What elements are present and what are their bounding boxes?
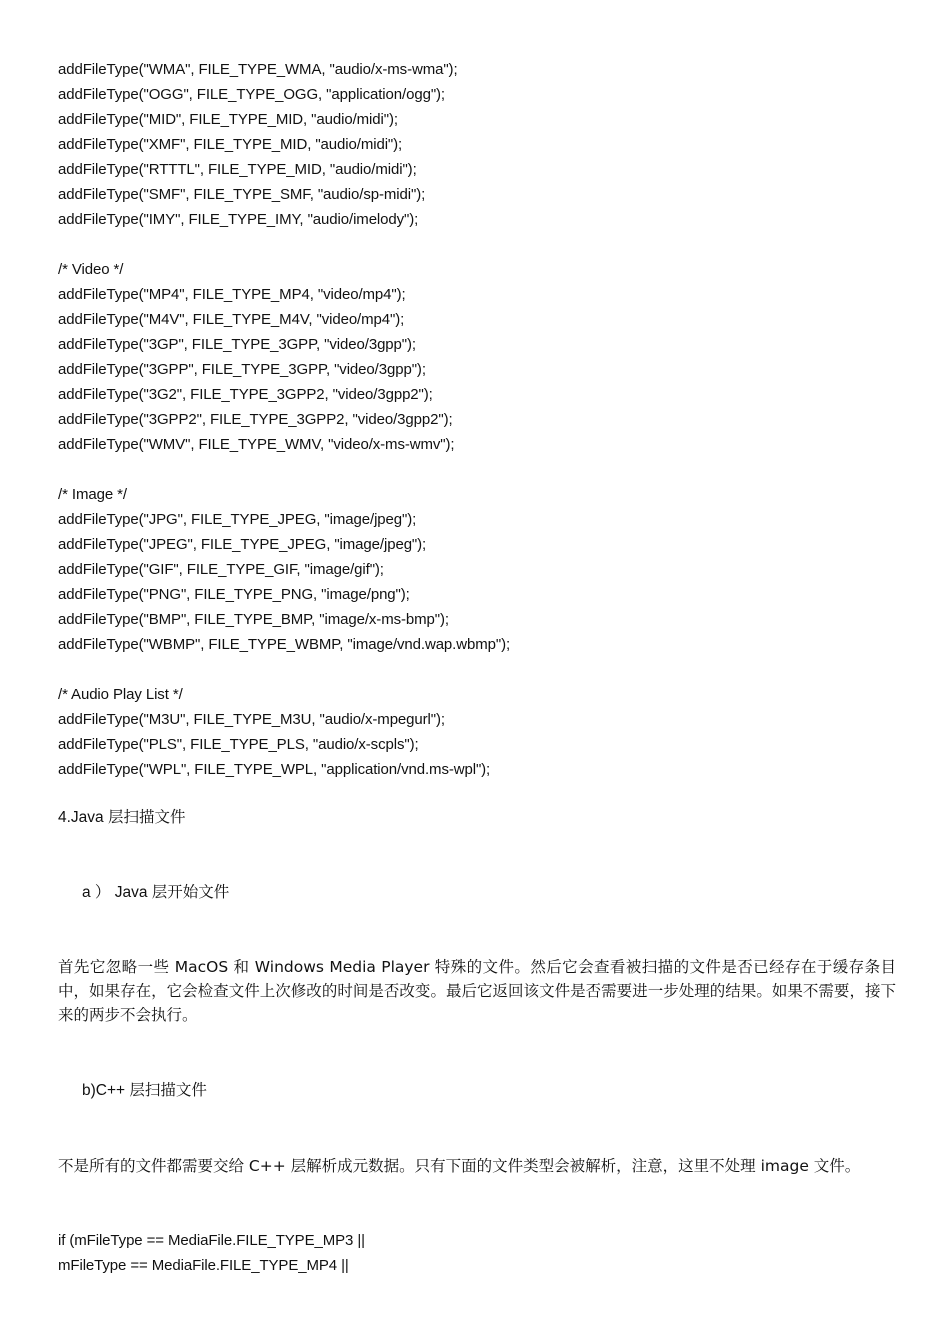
code-line-bmp: addFileType("BMP", FILE_TYPE_BMP, "image/x-ms-bmp"); <box>58 611 449 628</box>
code-line-3gpp: addFileType("3GPP", FILE_TYPE_3GPP, "video/3gpp"); <box>58 361 426 378</box>
code-line-rtttl: addFileType("RTTTL", FILE_TYPE_MID, "audio/midi"); <box>58 161 417 178</box>
subsection-heading-b: b)C++ 层扫描文件 <box>82 1082 207 1099</box>
code-line-m4v: addFileType("M4V", FILE_TYPE_M4V, "video/mp4"); <box>58 311 405 328</box>
code-line-jpg: addFileType("JPG", FILE_TYPE_JPEG, "image/jpeg"); <box>58 511 417 528</box>
code-line-smf: addFileType("SMF", FILE_TYPE_SMF, "audio/sp-midi"); <box>58 186 426 203</box>
comment-image: /* Image */ <box>58 486 127 503</box>
code-line-3gpp2: addFileType("3GPP2", FILE_TYPE_3GPP2, "video/3gpp2"); <box>58 411 453 428</box>
code-line-wbmp: addFileType("WBMP", FILE_TYPE_WBMP, "image/vnd.wap.wbmp"); <box>58 636 511 653</box>
section-heading-4: 4.Java 层扫描文件 <box>58 809 186 826</box>
code-line-m3u: addFileType("M3U", FILE_TYPE_M3U, "audio/x-mpegurl"); <box>58 711 445 728</box>
code-line-pls: addFileType("PLS", FILE_TYPE_PLS, "audio/x-scpls"); <box>58 736 419 753</box>
code-line-mid: addFileType("MID", FILE_TYPE_MID, "audio/midi"); <box>58 111 398 128</box>
code-line-png: addFileType("PNG", FILE_TYPE_PNG, "image/png"); <box>58 586 410 603</box>
comment-playlist: /* Audio Play List */ <box>58 686 183 703</box>
code-line-mp4: addFileType("MP4", FILE_TYPE_MP4, "video/mp4"); <box>58 286 406 303</box>
code-line-xmf: addFileType("XMF", FILE_TYPE_MID, "audio/midi"); <box>58 136 403 153</box>
code-line-wma: addFileType("WMA", FILE_TYPE_WMA, "audio/x-ms-wma"); <box>58 61 458 78</box>
paragraph-b: 不是所有的文件都需要交给 C++ 层解析成元数据。只有下面的文件类型会被解析，注意，这里不处理 image 文件。 <box>58 1157 861 1175</box>
code-line-mp4-condition: mFileType == MediaFile.FILE_TYPE_MP4 || <box>58 1257 349 1274</box>
code-line-ogg: addFileType("OGG", FILE_TYPE_OGG, "application/ogg"); <box>58 86 446 103</box>
code-line-wmv: addFileType("WMV", FILE_TYPE_WMV, "video/x-ms-wmv"); <box>58 436 455 453</box>
code-line-gif: addFileType("GIF", FILE_TYPE_GIF, "image/gif"); <box>58 561 384 578</box>
code-line-wpl: addFileType("WPL", FILE_TYPE_WPL, "application/vnd.ms-wpl"); <box>58 761 491 778</box>
code-line-3gp: addFileType("3GP", FILE_TYPE_3GPP, "video/3gpp"); <box>58 336 416 353</box>
code-line-imy: addFileType("IMY", FILE_TYPE_IMY, "audio/imelody"); <box>58 211 419 228</box>
code-line-3g2: addFileType("3G2", FILE_TYPE_3GPP2, "video/3gpp2"); <box>58 386 433 403</box>
code-line-jpeg: addFileType("JPEG", FILE_TYPE_JPEG, "image/jpeg"); <box>58 536 427 553</box>
comment-video: /* Video */ <box>58 261 124 278</box>
subsection-heading-a: a ） Java 层开始文件 <box>82 884 230 901</box>
code-line-if-mp3: if (mFileType == MediaFile.FILE_TYPE_MP3 || <box>58 1232 365 1249</box>
paragraph-a: 首先它忽略一些 MacOS 和 Windows Media Player 特殊的文件。然后它会查看被扫描的文件是否已经存在于缓存条目中，如果存在，它会检查文件上次修改的时间是否改变。最后它返回该文件是否需要进一步处理的结果。如果不需要，接下来的两步不会执行。 <box>58 958 896 1024</box>
